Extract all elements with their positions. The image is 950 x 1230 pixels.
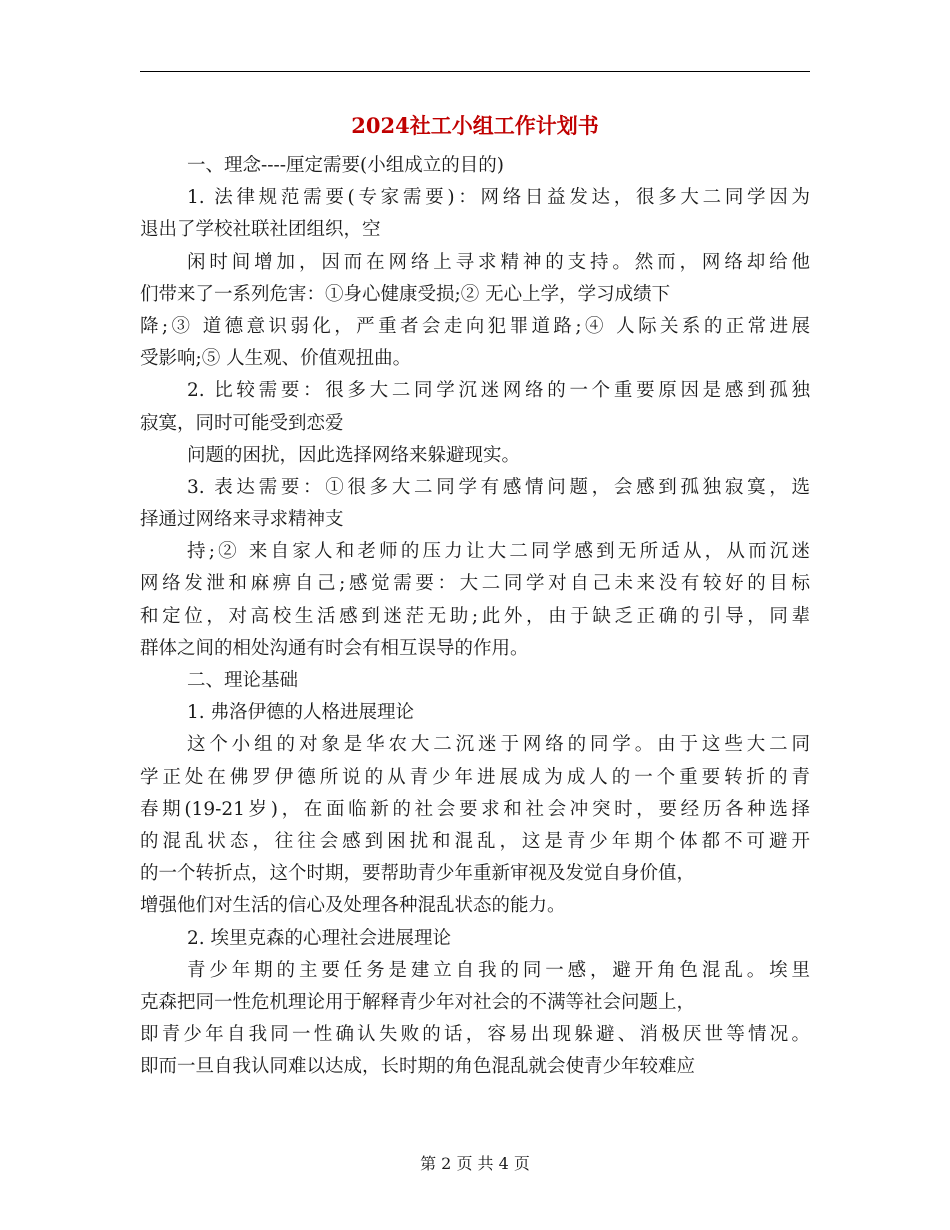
paragraph-line: 和定位，对高校生活感到迷茫无助;此外，由于缺乏正确的引导，同辈 bbox=[140, 605, 810, 627]
paragraph-line: 退出了学校社联社团组织，空 bbox=[140, 219, 381, 241]
paragraph-line: 青少年期的主要任务是建立自我的同一感，避开角色混乱。埃里 bbox=[187, 959, 810, 981]
section-heading-1: 一、理念----厘定需要(小组成立的目的) bbox=[187, 155, 504, 176]
paragraph-line: 寂寞，同时可能受到恋爱 bbox=[140, 412, 344, 434]
paragraph-line: 1. 法律规范需要(专家需要)：网络日益发达，很多大二同学因为 bbox=[187, 187, 810, 209]
paragraph-line: 受影响;⑤ 人生观、价值观扭曲。 bbox=[140, 348, 412, 370]
paragraph-line: 学正处在佛罗伊德所说的从青少年进展成为成人的一个重要转折的青 bbox=[140, 766, 810, 788]
document-title: 2024社工小组工作计划书 bbox=[351, 113, 599, 138]
paragraph-line: 网络发泄和麻痹自己;感觉需要：大二同学对自己未来没有较好的目标 bbox=[140, 573, 810, 595]
paragraph-line: 克森把同一性危机理论用于解释青少年对社会的不满等社会问题上， bbox=[140, 991, 696, 1013]
subsection-heading: 2. 埃里克森的心理社会进展理论 bbox=[187, 927, 452, 949]
paragraph-line: 择通过网络来寻求精神支 bbox=[140, 509, 344, 531]
document-body bbox=[140, 150, 810, 1083]
paragraph-line: 这个小组的对象是华农大二沉迷于网络的同学。由于这些大二同 bbox=[187, 734, 810, 756]
paragraph-line: 闲时间增加，因而在网络上寻求精神的支持。然而，网络却给他 bbox=[187, 251, 810, 273]
paragraph-line: 问题的困扰，因此选择网络来躲避现实。 bbox=[187, 444, 521, 466]
paragraph-line: 2. 比较需要：很多大二同学沉迷网络的一个重要原因是感到孤独 bbox=[187, 380, 810, 402]
page-number: 第 2 页 共 4 页 bbox=[420, 1154, 530, 1173]
paragraph-line: 降;③ 道德意识弱化，严重者会走向犯罪道路;④ 人际关系的正常进展 bbox=[140, 315, 810, 337]
section-heading-2: 二、理论基础 bbox=[187, 670, 299, 691]
paragraph-line: 3. 表达需要：①很多大二同学有感情问题，会感到孤独寂寞，选 bbox=[187, 476, 810, 498]
paragraph-line: 持;② 来自家人和老师的压力让大二同学感到无所适从，从而沉迷 bbox=[187, 541, 810, 563]
paragraph-line: 们带来了一系列危害：①身心健康受损;② 无心上学，学习成绩下 bbox=[140, 283, 671, 305]
paragraph-line: 群体之间的相处沟通有时会有相互误导的作用。 bbox=[140, 637, 529, 659]
paragraph-line: 即而一旦自我认同难以达成，长时期的角色混乱就会使青少年较难应 bbox=[140, 1056, 696, 1078]
paragraph-line: 的混乱状态，往往会感到困扰和混乱，这是青少年期个体都不可避开 bbox=[140, 830, 810, 852]
subsection-heading: 1. 弗洛伊德的人格进展理论 bbox=[187, 702, 415, 724]
header-rule bbox=[140, 71, 810, 72]
paragraph-line: 春期(19-21岁)，在面临新的社会要求和社会冲突时，要经历各种选择 bbox=[140, 798, 810, 820]
paragraph-line: 增强他们对生活的信心及处理各种混乱状态的能力。 bbox=[140, 895, 566, 917]
paragraph-line: 即青少年自我同一性确认失败的话，容易出现躲避、消极厌世等情况。 bbox=[140, 1024, 810, 1046]
paragraph-line: 的一个转折点，这个时期，要帮助青少年重新审视及发觉自身价值， bbox=[140, 863, 696, 885]
